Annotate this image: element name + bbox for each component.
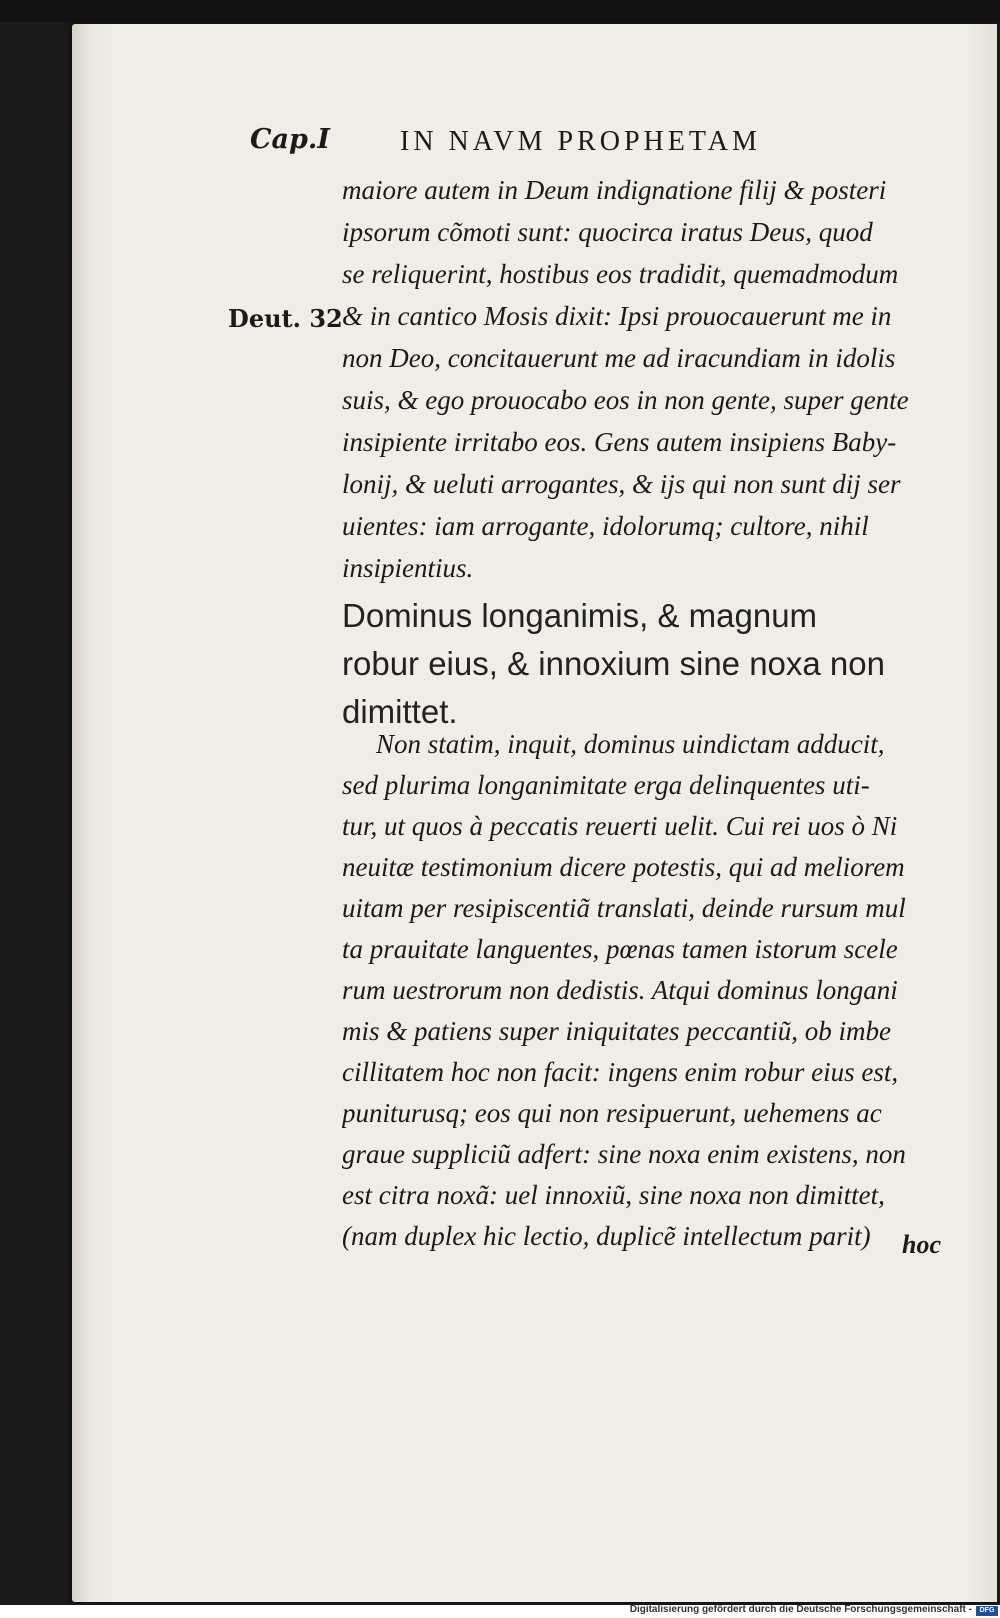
running-head (72, 124, 997, 174)
text-line: cillitatem hoc non facit: ingens enim robur eius est, (342, 1057, 899, 1087)
text-line: mis & patiens super iniquitates peccantiũ, ob imbe (342, 1016, 891, 1046)
text-line: tur, ut quos à peccatis reuerti uelit. Cui rei uos ò Ni (342, 811, 898, 841)
text-line: rum uestrorum non dedistis. Atqui dominus longani (342, 975, 898, 1005)
commentary-paragraph (342, 724, 932, 1257)
text-line: ipsorum cõmoti sunt: quocirca iratus Deus, quod (342, 217, 873, 247)
book-page (72, 24, 997, 1602)
scripture-lemma (342, 592, 932, 736)
catchword: hoc (902, 1230, 941, 1259)
footer-credit: Digitalisierung gefördert durch die Deutsche Forschungsgemeinschaft - (629, 1604, 972, 1615)
digitization-footer (0, 1605, 1000, 1618)
lemma-line: robur eius, & innoxium sine noxa non (342, 645, 885, 682)
text-line: maiore autem in Deum indignatione filij & posteri (342, 175, 887, 205)
text-line: non Deo, concitauerunt me ad iracundiam in idolis (342, 343, 896, 373)
lemma-line: Dominus longanimis, & magnum (342, 597, 818, 634)
text-line: sed plurima longanimitate erga delinquentes uti- (342, 770, 870, 800)
text-line: lonij, & ueluti arrogantes, & ijs qui non sunt dij ser (342, 469, 901, 499)
text-line: neuitæ testimonium dicere potestis, qui ad meliorem (342, 852, 905, 882)
text-line: uientes: iam arrogante, idolorumq; cultore, nihil (342, 511, 869, 541)
scan-top-edge (0, 0, 1000, 22)
chapter-label: Cap.I (250, 124, 330, 155)
text-line: Non statim, inquit, dominus uindictam adducit, (376, 729, 885, 759)
text-line: suis, & ego prouocabo eos in non gente, super gente (342, 385, 909, 415)
paragraph-1 (342, 169, 932, 589)
text-line: ta prauitate languentes, pœnas tamen istorum scele (342, 934, 898, 964)
text-line: puniturusq; eos qui non resipuerunt, uehemens ac (342, 1098, 882, 1128)
text-line: (nam duplex hic lectio, duplicẽ intellectum parit) (342, 1221, 871, 1251)
text-line: & in cantico Mosis dixit: Ipsi prouocauerunt me in (342, 301, 892, 331)
text-line: est citra noxã: uel innoxiũ, sine noxa non dimittet, (342, 1180, 885, 1210)
text-line: se reliquerint, hostibus eos tradidit, quemadmodum (342, 259, 899, 289)
text-line: graue suppliciũ adfert: sine noxa enim existens, non (342, 1139, 906, 1169)
page-title: IN NAVM PROPHETAM (400, 126, 761, 157)
lemma-line: dimittet. (342, 693, 458, 730)
dfg-logo-icon: DFG (976, 1606, 998, 1616)
margin-note: Deut. 32 (228, 304, 343, 333)
text-line: insipiente irritabo eos. Gens autem insipiens Baby- (342, 427, 897, 457)
text-line: uitam per resipiscentiã translati, deinde rursum mul (342, 893, 906, 923)
text-line: insipientius. (342, 553, 474, 583)
